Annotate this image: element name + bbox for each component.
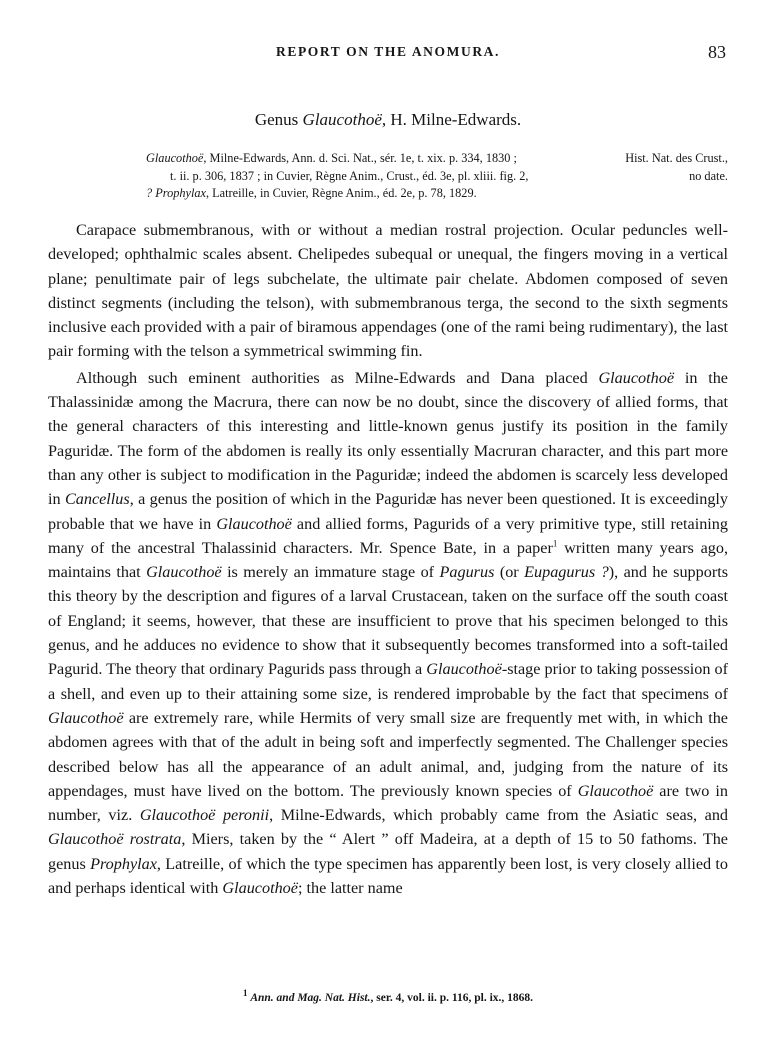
synonymy-block: [146, 150, 728, 203]
footnote: [48, 988, 728, 1004]
synonym-citation: , Latreille, in Cuvier, Règne Anim., éd. 2e, p. 78, 1829.: [206, 186, 477, 200]
genus-heading: [48, 110, 728, 130]
synonym-citation: , Milne-Edwards, Ann. d. Sci. Nat., sér. 1e, t. xix. p. 334, 1830 ;: [203, 151, 517, 165]
genus-authority: , H. Milne-Edwards.: [381, 110, 522, 129]
body-text: [48, 218, 728, 900]
footnote-mark: 1: [242, 988, 248, 999]
synonymy-line-2: [146, 168, 728, 186]
running-head: [48, 42, 728, 66]
synonym-name: ? Prophylax: [146, 186, 206, 200]
genus-name: Glaucothoë: [302, 110, 382, 129]
synonym-citation-continued: Hist. Nat. des Crust.,: [625, 151, 728, 165]
genus-prefix: Genus: [254, 110, 303, 129]
paragraph-diagnosis: Carapace submembranous, with or without a median rostral projection. Ocular peduncles well-developed; ophthalmic scales absent. Chelipedes subequal or unequal, the fingers moving in a vertical plane; penultimate pair of legs subchelate, the ultimate pair chelate. Abdomen composed of seven distinct segments (including the telson), with submembranous terga, the second to the sixth segments inclusive each provided with a pair of biramous appendages (one of the rami being rudimentary), the last pair forming with the telson a symmetrical swimming fin.: [48, 221, 728, 361]
synonym-citation-continued: no date.: [689, 168, 728, 183]
synonymy-line-1: [146, 150, 728, 168]
synonym-citation: t. ii. p. 306, 1837 ; in Cuvier, Règne Anim., Crust., éd. 3e, pl. xliii. fig. 2,: [170, 168, 529, 183]
page-number: 83: [708, 42, 726, 62]
paragraph-discussion: Although such eminent authorities as Milne-Edwards and Dana placed Glaucothoë in the Thalassinidæ among the Macrura, there can now be no doubt, since the discovery of allied forms, that the general characters of this interesting and little-known genus justify its position in the family Paguridæ. The form of the abdomen is really its only essentially Macruran character, and this part more than any other is subject to modification in the Paguridæ; indeed the abdomen is scarcely less developed in Cancellus, a genus the position of which in the Paguridæ has never been questioned. It is exceedingly probable that we have in Glaucothoë and allied forms, Pagurids of a very primitive type, still retaining many of the ancestral Thalassinid characters. Mr. Spence Bate, in a paper$^1$ written many years ago, maintains that Glaucothoë is merely an immature stage of Pagurus (or Eupagurus ?), and he supports this theory by the description and figures of a larval Crustacean, taken on the surface off the south coast of England; it seems, however, that these are insufficient to prove that his specimen belonged to this genus, and he adduces no evidence to show that it subsequently becomes transformed into a soft-tailed Pagurid. The theory that ordinary Pagurids pass through a Glaucothoë-stage prior to taking possession of a shell, and even up to their attaining some size, is rendered improbable by the fact that specimens of Glaucothoë are extremely rare, while Hermits of very small size are frequently met with, in which the abdomen agrees with that of the adult in being soft and imperfectly segmented. The Challenger species described below has all the appearance of an adult animal, and, judging from the nature of its appendages, must have lived on the bottom. The previously known species of Glaucothoë are two in number, viz. Glaucothoë peronii, Milne-Edwards, which probably came from the Asiatic seas, and Glaucothoë rostrata, Miers, taken by the “ Alert ” off Madeira, at a depth of 15 to 50 fathoms. The genus Prophylax, Latreille, of which the type specimen has apparently been lost, is very closely allied to and perhaps identical with Glaucothoë; the latter name: [48, 368, 729, 898]
footnote-journal: Ann. and Mag. Nat. Hist.: [250, 992, 371, 1004]
running-title: REPORT ON THE ANOMURA.: [276, 44, 500, 59]
footnote-reference: 1: [552, 538, 558, 549]
synonym-name: Glaucothoë: [146, 151, 204, 165]
synonymy-line-3: [146, 185, 728, 203]
footnote-citation: , ser. 4, vol. ii. p. 116, pl. ix., 1868.: [370, 992, 534, 1004]
